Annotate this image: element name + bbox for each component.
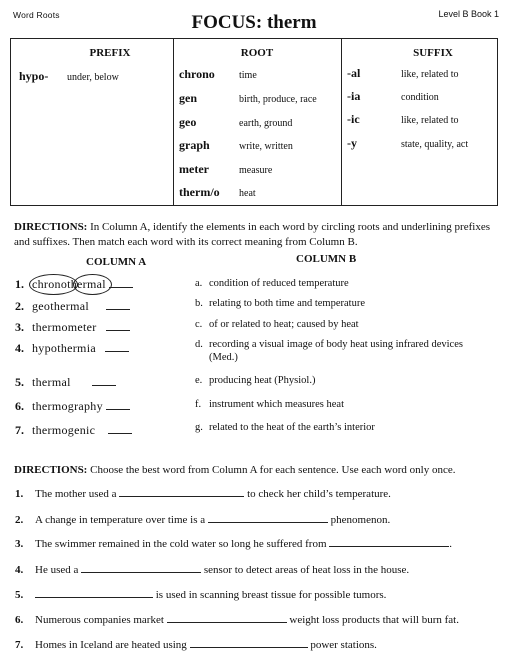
column-a-item: 6. thermography [15,399,130,414]
sentence-item: 4. He used a sensor to detect areas of heat loss in the house. [15,564,410,576]
root-entry: gen birth, produce, race [179,91,317,105]
suffix-entry: -ic like, related to [347,112,459,126]
worksheet-series-label: Word Roots [13,10,60,20]
column-a-item: 3. thermometer [15,320,130,335]
level-label: Level B Book 1 [438,9,499,19]
suffix-column [341,39,497,205]
root-heading: ROOT [240,47,274,59]
sentence-item: 5. is used in scanning breast tissue for possible tumors. [15,589,387,601]
column-b-item: d. recording a visual image of body heat using infrared devices (Med.) [195,339,463,363]
answer-blank[interactable] [329,537,449,547]
suffix-entry: -al like, related to [347,66,459,80]
column-a-item: 2. geothermal [15,299,130,314]
root-entry: chrono time [179,67,257,81]
column-b-item: c. of or related to heat; caused by heat [195,319,359,330]
suffix-entry: -y state, quality, act [347,136,469,150]
answer-blank[interactable] [106,400,130,410]
sentence-item: 2. A change in temperature over time is a phenomenon. [15,514,391,526]
column-b-heading: COLUMN B [296,253,357,265]
answer-blank[interactable] [106,300,130,310]
column-a-heading: COLUMN A [86,256,147,268]
answer-blank[interactable] [208,513,328,523]
answer-blank[interactable] [105,342,129,352]
column-b-item: f. instrument which measures heat [195,399,345,410]
prefix-column [11,39,174,205]
column-a-item: 4. hypothermia [15,341,129,356]
column-b-item: g. related to the heat of the earth’s interior [195,422,375,433]
root-entry: graph write, written [179,138,293,152]
column-a-item: 1. chronothermal [15,277,133,292]
column-b-item: e. producing heat (Physiol.) [195,375,316,386]
directions-sentences: DIRECTIONS: Choose the best word from Column A for each sentence. Use each word only once. [14,464,456,476]
roots-table [10,38,498,206]
suffix-heading: SUFFIX [413,47,453,59]
column-a-item: 5. thermal [15,375,116,390]
page-title: FOCUS: therm [191,12,317,33]
root-entry: geo earth, ground [179,115,293,129]
prefix-heading: PREFIX [89,47,131,59]
sentence-item: 7. Homes in Iceland are heated using power stations. [15,639,377,651]
column-b-item: b. relating to both time and temperature [195,298,365,309]
root-entry: therm/o heat [179,185,256,199]
prefix-entry: hypo- under, below [19,69,119,83]
sentence-item: 6. Numerous companies market weight loss products that will burn fat. [15,614,459,626]
column-b-item: a. condition of reduced temperature [195,278,349,289]
sentence-item: 1. The mother used a to check her child’s temperature. [15,488,391,500]
answer-blank[interactable] [92,376,116,386]
answer-blank[interactable] [109,278,133,288]
suffix-entry: -ia condition [347,89,439,103]
answer-blank[interactable] [167,613,287,623]
answer-blank[interactable] [81,563,201,573]
directions-matching: DIRECTIONS: In Column A, identify the elements in each word by circling roots and underlining prefixes and suffixes. Then match each word with its correct meaning from Column B. [14,221,490,248]
column-a-item: 7. thermogenic [15,423,132,438]
answer-blank[interactable] [108,424,132,434]
answer-blank[interactable] [106,321,130,331]
sentence-item: 3. The swimmer remained in the cold water so long he suffered from . [15,538,453,550]
answer-blank[interactable] [119,487,244,497]
root-entry: meter measure [179,162,273,176]
root-column [173,39,342,205]
answer-blank[interactable] [190,638,308,648]
answer-blank[interactable] [35,588,153,598]
